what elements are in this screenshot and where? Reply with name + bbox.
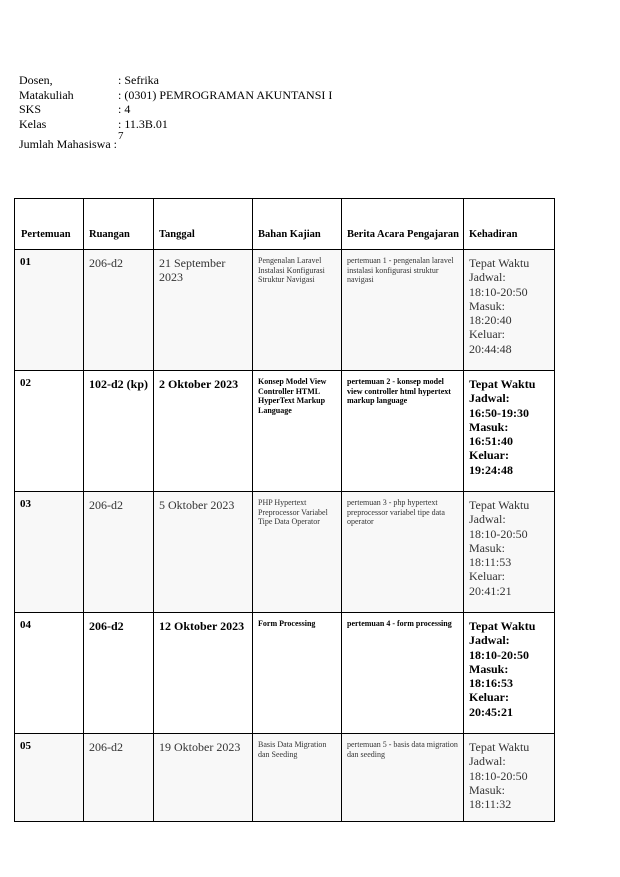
- kehadiran-value: 18:10-20:50: [469, 284, 528, 299]
- info-value: 7: [118, 130, 124, 142]
- kehadiran-value: 20:41:21: [469, 583, 512, 598]
- kehadiran-status: Tepat Waktu: [469, 256, 530, 270]
- info-label: Jumlah Mahasiswa :: [19, 137, 117, 151]
- kehadiran-status: Tepat Waktu: [469, 619, 536, 633]
- col-header-bahan-kajian: Bahan Kajian: [253, 199, 342, 250]
- cell-tanggal: 5 Oktober 2023: [154, 492, 253, 613]
- info-label: Dosen,: [19, 73, 53, 87]
- kehadiran-label: Masuk:: [469, 661, 509, 676]
- kehadiran-value: 20:44:48: [469, 341, 512, 356]
- table-row: [15, 734, 555, 822]
- kehadiran-value: 16:51:40: [469, 434, 513, 449]
- cell-berita-acara: pertemuan 2 - konsep model view controller html hypertext markup language: [342, 371, 464, 492]
- cell-kehadiran: [464, 734, 555, 822]
- cell-pertemuan: 03: [15, 492, 84, 613]
- info-label: Kelas: [19, 116, 47, 131]
- info-label: Matakuliah: [19, 87, 74, 102]
- kehadiran-status: Tepat Waktu: [469, 740, 530, 754]
- kehadiran-value: 20:45:21: [469, 704, 513, 719]
- kehadiran-label: Masuk:: [469, 540, 505, 555]
- info-value: : 4: [118, 102, 131, 116]
- cell-kehadiran: [464, 250, 555, 371]
- cell-bahan-kajian: Pengenalan Laravel Instalasi Konfigurasi Struktur Navigasi: [253, 250, 342, 371]
- cell-berita-acara: pertemuan 4 - form processing: [342, 613, 464, 734]
- kehadiran-label: Jadwal:: [469, 391, 510, 406]
- table-header-row: [15, 199, 555, 250]
- kehadiran-value: 18:10-20:50: [469, 526, 528, 541]
- cell-tanggal: 19 Oktober 2023: [154, 734, 253, 822]
- cell-tanggal: 12 Oktober 2023: [154, 613, 253, 734]
- kehadiran-status: Tepat Waktu: [469, 377, 536, 391]
- table-row: [15, 492, 555, 613]
- cell-kehadiran: [464, 613, 555, 734]
- cell-kehadiran: [464, 492, 555, 613]
- cell-bahan-kajian: Basis Data Migration dan Seeding: [253, 734, 342, 822]
- cell-bahan-kajian: Form Processing: [253, 613, 342, 734]
- kehadiran-label: Jadwal:: [469, 633, 510, 648]
- kehadiran-value: 18:11:53: [469, 555, 512, 570]
- info-value: : (0301) PEMROGRAMAN AKUNTANSI I: [118, 87, 333, 102]
- kehadiran-label: Masuk:: [469, 419, 509, 434]
- cell-bahan-kajian: Konsep Model View Controller HTML HyperText Markup Language: [253, 371, 342, 492]
- info-label: SKS: [19, 102, 42, 116]
- cell-pertemuan: 01: [15, 250, 84, 371]
- cell-pertemuan: 05: [15, 734, 84, 822]
- kehadiran-label: Keluar:: [469, 690, 509, 705]
- cell-berita-acara: pertemuan 3 - php hypertext preprocessor variabel tipe data operator: [342, 492, 464, 613]
- kehadiran-label: Jadwal:: [469, 270, 506, 285]
- kehadiran-status: Tepat Waktu: [469, 498, 530, 512]
- kehadiran-label: Masuk:: [469, 298, 505, 313]
- kehadiran-value: 18:10-20:50: [469, 768, 528, 783]
- info-value: : Sefrika: [118, 73, 159, 87]
- cell-berita-acara: pertemuan 5 - basis data migration dan seeding: [342, 734, 464, 822]
- col-header-kehadiran: Kehadiran: [464, 199, 555, 250]
- kehadiran-label: Masuk:: [469, 782, 505, 797]
- kehadiran-label: Keluar:: [469, 569, 505, 584]
- kehadiran-value: 18:20:40: [469, 313, 512, 328]
- kehadiran-value: 18:11:32: [469, 797, 512, 812]
- info-value: : 11.3B.01: [118, 116, 168, 131]
- cell-bahan-kajian: PHP Hypertext Preprocessor Variabel Tipe Data Operator: [253, 492, 342, 613]
- cell-ruangan: 206-d2: [84, 613, 154, 734]
- table-row: [15, 371, 555, 492]
- cell-tanggal: 2 Oktober 2023: [154, 371, 253, 492]
- kehadiran-label: Keluar:: [469, 448, 509, 463]
- table-row: [15, 250, 555, 371]
- col-header-berita-acara: Berita Acara Pengajaran: [342, 199, 464, 250]
- cell-ruangan: 102-d2 (kp): [84, 371, 154, 492]
- cell-pertemuan: 02: [15, 371, 84, 492]
- cell-berita-acara: pertemuan 1 - pengenalan laravel instalasi konfigurasi struktur navigasi: [342, 250, 464, 371]
- col-header-pertemuan: Pertemuan: [15, 199, 84, 250]
- kehadiran-label: Keluar:: [469, 327, 505, 342]
- kehadiran-value: 19:24:48: [469, 462, 513, 477]
- cell-pertemuan: 04: [15, 613, 84, 734]
- col-header-tanggal: Tanggal: [154, 199, 253, 250]
- kehadiran-value: 18:10-20:50: [469, 647, 529, 662]
- kehadiran-value: 16:50-19:30: [469, 405, 529, 420]
- cell-ruangan: 206-d2: [84, 250, 154, 371]
- cell-tanggal: 21 September 2023: [154, 250, 253, 371]
- col-header-ruangan: Ruangan: [84, 199, 154, 250]
- cell-kehadiran: [464, 371, 555, 492]
- cell-ruangan: 206-d2: [84, 734, 154, 822]
- cell-ruangan: 206-d2: [84, 492, 154, 613]
- kehadiran-label: Jadwal:: [469, 512, 506, 527]
- kehadiran-label: Jadwal:: [469, 754, 506, 769]
- table-row: [15, 613, 555, 734]
- kehadiran-value: 18:16:53: [469, 676, 513, 691]
- attendance-table: [14, 198, 555, 822]
